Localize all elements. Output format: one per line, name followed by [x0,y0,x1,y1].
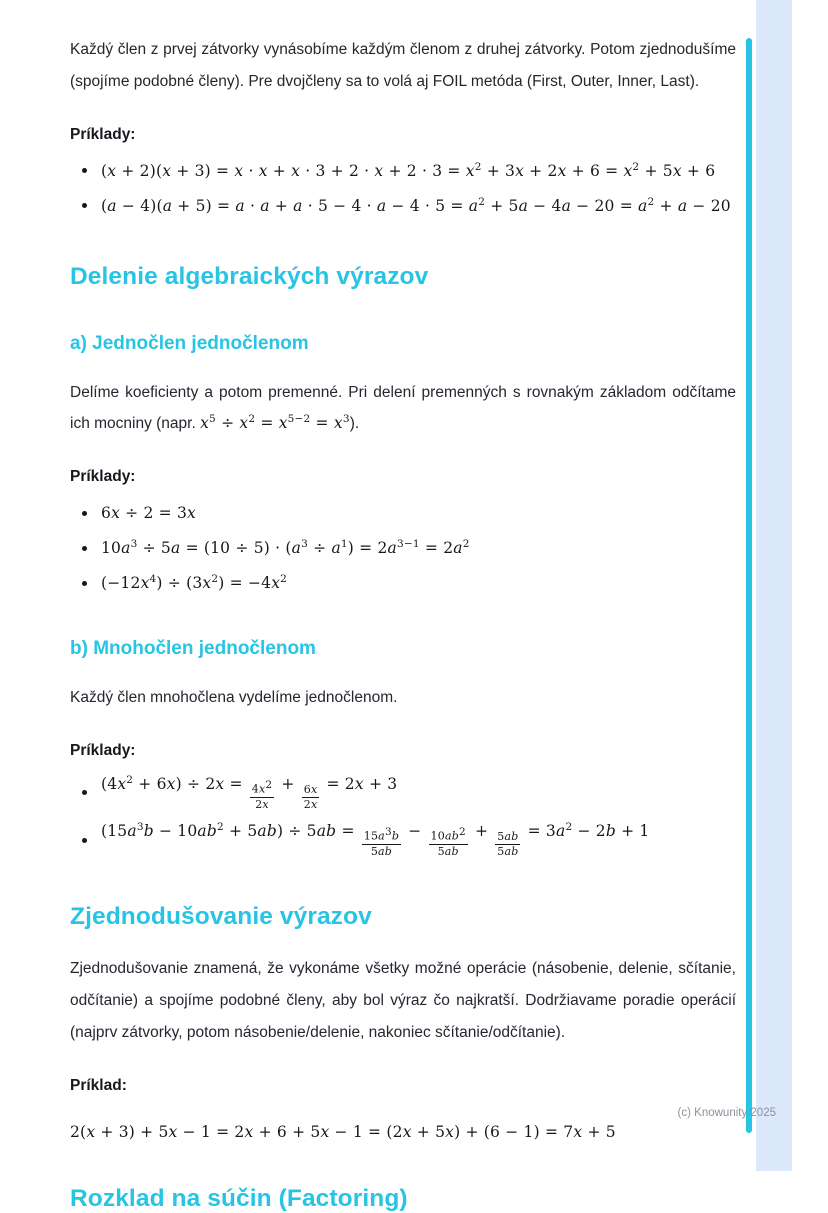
math-expression: $(15a^3b - 10ab^2 + 5ab) \div 5ab$ = $\frac{15a^3b}{5ab}$ − $\frac{10ab^2}{5ab}$ + $\frac{5ab}{5ab}$ = $3a^2 - 2b + 1$ [101,821,650,859]
examples-label-intro: Príklady: [70,125,136,143]
monomial-examples-list [70,500,736,596]
examples-label-monomial: Príklady: [70,468,136,486]
section-heading-division: Delenie algebraických výrazov [70,262,429,290]
intro-paragraph: Každý člen z prvej zátvorky vynásobíme každým členom z druhej zátvorky. Potom zjednodušíme (spojíme podobné členy). Pre dvojčleny sa to volá aj FOIL metóda (First, Outer, Inner, Last). [70,41,736,90]
math-expression: 2(x + 3) + 5x − 1 = 2x + 6 + 5x − 1 = (2x + 5x) + (6 − 1) = 7x + 5 [70,1122,616,1141]
intro-examples-list [70,158,736,219]
section-heading-factoring: Rozklad na súčin (Factoring) [70,1184,408,1212]
accent-vertical-bar [746,38,752,1133]
math-expression: $(4x^2 + 6x) \div 2x$ = $\frac{4x^2}{2x}$ + $\frac{6x}{2x}$ = 2x + 3 [101,773,398,811]
bullet-icon [82,511,87,516]
bullet-icon [82,546,87,551]
math-expression: $10a^3 \div 5a = (10 \div 5) \cdot (a^3 \div a^1) = 2a^{3-1} = 2a^2$ [101,538,470,558]
example-label-simplification: Príklad: [70,1076,127,1094]
bullet-icon [82,790,87,795]
bullet-icon [82,581,87,586]
polynomial-paragraph: Každý člen mnohočlena vydelíme jednočlenom. [70,689,398,707]
page-edge-strip [756,0,792,1171]
bullet-icon [82,203,87,208]
list-item [82,158,736,184]
subsection-heading-polynomial: b) Mnohočlen jednočlenom [70,638,316,660]
examples-label-polynomial: Príklady: [70,741,136,759]
math-expression: $(-12x^4) \div (3x^2) = -4x^2$ [101,573,288,593]
section-heading-simplification: Zjednodušovanie výrazov [70,903,372,931]
subsection-heading-monomial: a) Jednočlen jednočlenom [70,332,309,354]
list-item [82,570,736,596]
polynomial-examples-list [70,774,736,860]
paragraph-text: Delíme koeficienty a potom premenné. Pri delení premenných s rovnakým základom odčítame ich mocniny (napr. [70,383,736,433]
list-item [82,774,736,812]
math-expression: 6x ÷ 2 = 3x [101,504,196,523]
footer-credit: (c) Knowunity 2025 [677,1107,776,1119]
bullet-icon [82,168,87,173]
list-item [82,821,736,859]
simplification-paragraph: Zjednodušovanie znamená, že vykonáme všetky možné operácie (násobenie, delenie, sčítanie, odčítanie) a spojíme podobné členy, aby bol výraz čo najkratší. Dodržiavame poradie operácií (najprv zátvorky, potom násobenie/delenie, nakoniec sčítanie/odčítanie). [70,960,736,1041]
document-content [70,34,736,1213]
bullet-icon [82,838,87,843]
inline-math: $x^5 \div x^2 = x^{5-2} = x^3$ [200,413,350,433]
list-item [82,500,736,526]
list-item [82,535,736,561]
paragraph-text: ). [349,415,360,433]
list-item [82,193,736,219]
math-expression: $(a - 4)(a + 5) = a \cdot a + a \cdot 5 - 4 \cdot a - 4 \cdot 5 = a^2 + 5a - 4a - 20 = a^2 + a - 20$ [101,195,731,216]
monomial-paragraph [70,377,736,441]
math-expression: $(x + 2)(x + 3) = x \cdot x + x \cdot 3 + 2 \cdot x + 2 \cdot 3 = x^2 + 3x + 2x + 6 = x^2 + 5x + 6$ [101,160,716,181]
